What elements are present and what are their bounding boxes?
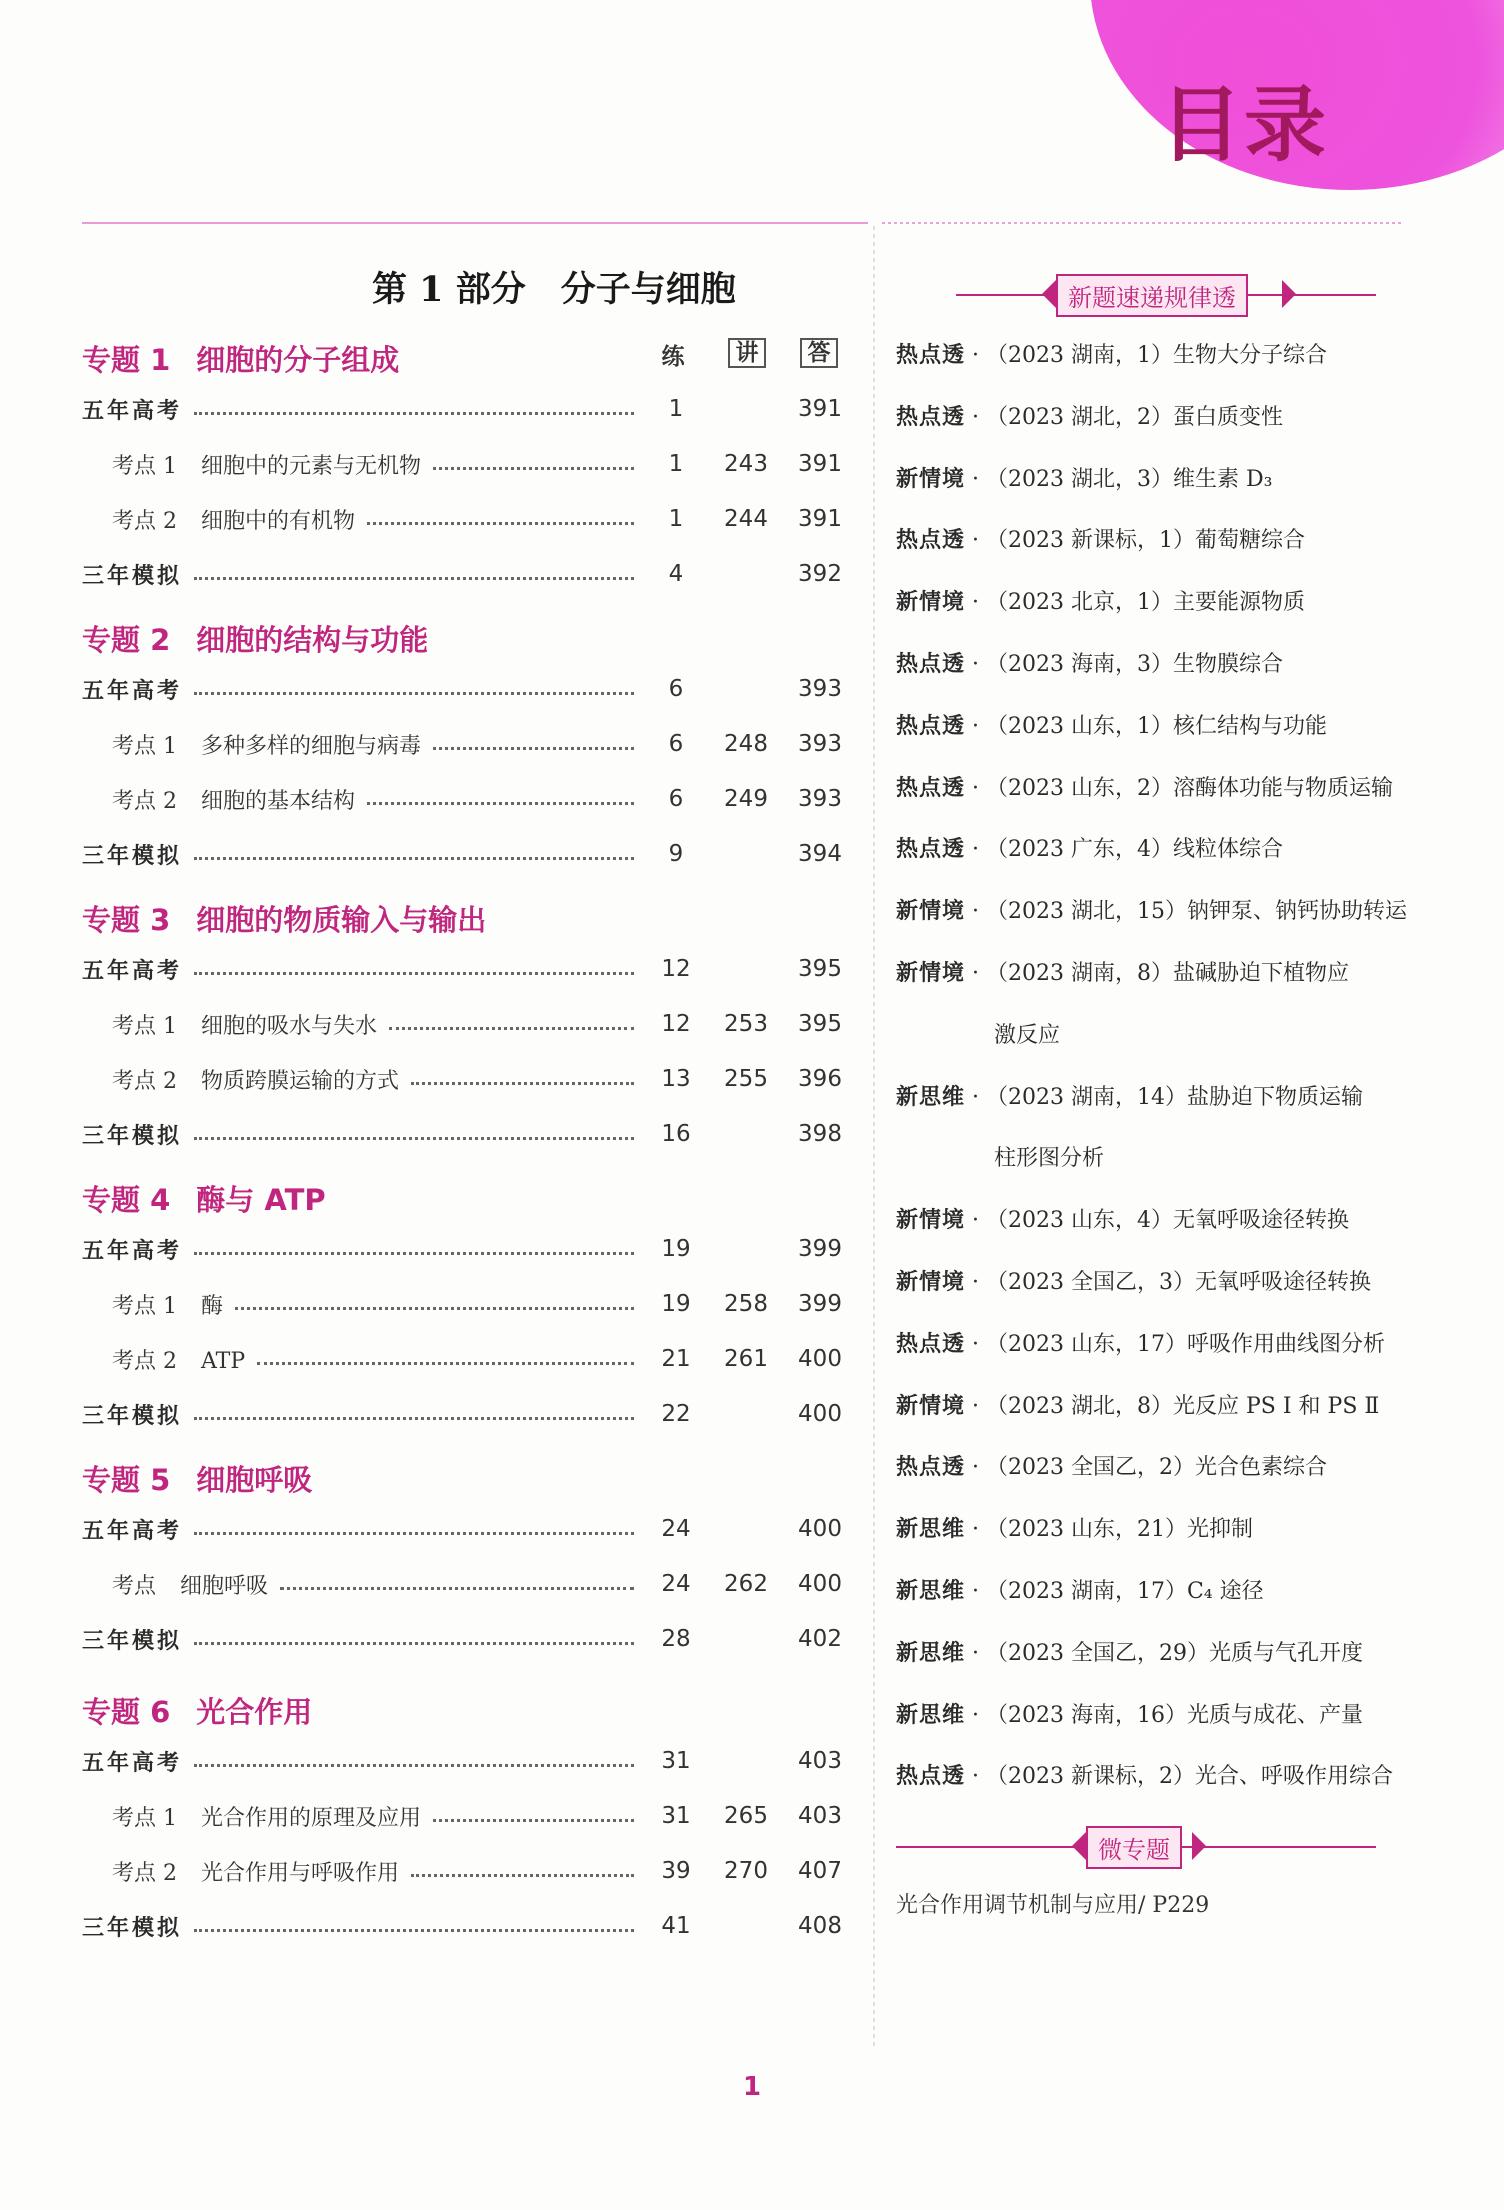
- page-answer: 393: [798, 786, 842, 812]
- kaodian-label: 考点 1: [112, 734, 177, 759]
- leader-dots: [433, 467, 634, 470]
- leader-dots: [194, 1532, 634, 1535]
- page-practice: 22: [661, 1401, 691, 1427]
- toc-section-row[interactable]: [82, 839, 842, 879]
- question-tag: 新情境: [896, 465, 966, 492]
- page-answer: 391: [798, 451, 842, 477]
- new-question-item[interactable]: [896, 832, 1416, 863]
- page-practice: 6: [668, 731, 684, 757]
- topic-number: 专题 4: [82, 1183, 171, 1217]
- page-practice: 1: [668, 396, 684, 422]
- leader-dots: [194, 1137, 634, 1140]
- separator-dot: ·: [965, 1579, 986, 1604]
- topic-name: 细胞的结构与功能: [196, 623, 429, 657]
- toc-entry-label: ATP: [201, 1349, 246, 1374]
- question-tag: 新思维: [896, 1516, 966, 1543]
- new-question-item[interactable]: [896, 709, 1416, 740]
- page-lecture: 248: [724, 731, 768, 757]
- topic-heading[interactable]: [82, 618, 842, 658]
- separator-dot: ·: [965, 961, 986, 986]
- leader-dots: [389, 1027, 634, 1030]
- leader-dots: [411, 1874, 634, 1877]
- leader-dots: [411, 1082, 634, 1085]
- toc-entry-label: 细胞呼吸: [180, 1574, 269, 1599]
- leader-dots: [194, 1642, 634, 1645]
- separator-dot: ·: [965, 1208, 986, 1234]
- banner-micro-topic-label: 微专题: [1086, 1826, 1182, 1869]
- question-text: （2023 山东，4）无氧呼吸途径转换: [986, 1208, 1349, 1234]
- question-tag: 新思维: [896, 1639, 966, 1666]
- question-tag: 热点透: [896, 774, 966, 801]
- separator-dot: ·: [965, 652, 986, 677]
- topic-heading[interactable]: [82, 898, 842, 938]
- page-answer: 400: [798, 1571, 842, 1597]
- question-tag: 新思维: [896, 1701, 966, 1728]
- question-tag: 新情境: [896, 1392, 966, 1419]
- question-tag: 新情境: [896, 960, 966, 986]
- question-text: （2023 山东，1）核仁结构与功能: [986, 713, 1327, 739]
- page-practice: 31: [661, 1803, 691, 1829]
- page-answer: 403: [798, 1803, 842, 1829]
- topic-number: 专题 5: [82, 1463, 171, 1497]
- banner-micro-topic: [896, 1826, 1376, 1866]
- toc-entry-label: 五年高考: [82, 1239, 183, 1264]
- question-text: （2023 湖北，8）光反应 PS Ⅰ 和 PS Ⅱ: [986, 1393, 1380, 1419]
- page-practice: 9: [668, 841, 684, 867]
- page-answer: 403: [798, 1748, 842, 1774]
- question-tag: 新情境: [896, 589, 966, 616]
- col-header-lecture: 讲: [728, 338, 766, 368]
- page-practice: 24: [661, 1516, 691, 1542]
- new-question-item[interactable]: [896, 1327, 1416, 1358]
- page-lecture: 253: [724, 1011, 768, 1037]
- page-practice: 41: [661, 1913, 691, 1939]
- leader-dots: [367, 522, 634, 525]
- separator-dot: ·: [965, 466, 986, 492]
- leader-dots: [194, 1417, 634, 1420]
- toc-section-row[interactable]: [82, 1119, 842, 1159]
- separator-dot: ·: [965, 1640, 986, 1666]
- page-practice: 13: [661, 1066, 691, 1092]
- question-text: （2023 全国乙，2）光合色素综合: [986, 1455, 1327, 1481]
- question-tag: 热点透: [896, 1763, 966, 1790]
- leader-dots: [194, 1764, 634, 1767]
- question-text: （2023 湖南，14）盐胁迫下物质运输: [986, 1084, 1363, 1110]
- separator-dot: ·: [965, 590, 986, 616]
- page-answer: 399: [798, 1291, 842, 1317]
- leader-dots: [194, 972, 634, 975]
- leader-dots: [433, 747, 634, 750]
- toc-entry-label: 酶: [201, 1294, 224, 1319]
- page-answer: 402: [798, 1626, 842, 1652]
- new-question-item[interactable]: [896, 585, 1416, 616]
- question-text: （2023 北京，1）主要能源物质: [986, 590, 1305, 616]
- separator-dot: ·: [965, 1084, 986, 1110]
- toc-item-row[interactable]: [82, 1801, 842, 1841]
- question-text: （2023 山东，2）溶酶体功能与物质运输: [986, 775, 1393, 801]
- kaodian-label: 考点: [112, 1574, 157, 1599]
- kaodian-label: 考点 1: [112, 1014, 177, 1039]
- toc-item-row[interactable]: [82, 729, 842, 769]
- question-tag: 热点透: [896, 1454, 966, 1481]
- toc-item-row[interactable]: [82, 1344, 842, 1384]
- toc-item-row[interactable]: [82, 504, 842, 544]
- topic-number: 专题 2: [82, 623, 171, 657]
- question-text: （2023 山东，17）呼吸作用曲线图分析: [986, 1331, 1385, 1357]
- toc-entry-label: 细胞中的有机物: [201, 509, 356, 534]
- page-lecture: 262: [724, 1571, 768, 1597]
- page-answer: 398: [798, 1121, 842, 1147]
- new-question-item[interactable]: [896, 1265, 1416, 1296]
- question-text-continuation: 柱形图分析: [994, 1146, 1105, 1172]
- kaodian-label: 考点 2: [112, 1349, 177, 1374]
- toc-entry-label: 物质跨膜运输的方式: [201, 1069, 400, 1094]
- toc-entry-label: 细胞中的元素与无机物: [201, 454, 422, 479]
- separator-dot: ·: [965, 837, 986, 863]
- toc-entry-label: 五年高考: [82, 1751, 183, 1776]
- new-question-item[interactable]: [896, 400, 1416, 431]
- leader-dots: [194, 1252, 634, 1255]
- page-answer: 407: [798, 1858, 842, 1884]
- new-question-item[interactable]: [896, 1203, 1416, 1234]
- toc-section-row[interactable]: [82, 1514, 842, 1554]
- question-text: （2023 湖北，2）蛋白质变性: [986, 404, 1283, 430]
- separator-dot: ·: [965, 404, 986, 430]
- new-question-item[interactable]: [896, 462, 1416, 493]
- topic-name: 细胞的分子组成: [196, 343, 400, 377]
- toc-entry-label: 五年高考: [82, 1519, 183, 1544]
- separator-dot: ·: [965, 1393, 986, 1419]
- page-answer: 395: [798, 956, 842, 982]
- kaodian-label: 考点 2: [112, 1861, 177, 1886]
- question-tag: 热点透: [896, 836, 966, 863]
- question-text: （2023 湖南，1）生物大分子综合: [986, 343, 1327, 368]
- leader-dots: [194, 577, 634, 580]
- topic-name: 细胞呼吸: [196, 1463, 313, 1497]
- page-answer: 391: [798, 396, 842, 422]
- toc-entry-label: 五年高考: [82, 679, 183, 704]
- new-question-item[interactable]: [896, 338, 1416, 369]
- page-answer: 393: [798, 676, 842, 702]
- toc-entry-label: 三年模拟: [82, 1629, 183, 1654]
- kaodian-label: 考点 1: [112, 454, 177, 479]
- toc-section-row[interactable]: [82, 559, 842, 599]
- new-question-item[interactable]: [896, 956, 1416, 987]
- micro-topic-item[interactable]: 光合作用调节机制与应用/ P229: [896, 1893, 1210, 1918]
- page-practice: 16: [661, 1121, 691, 1147]
- part-title: 第 1 部分 分子与细胞: [372, 269, 736, 310]
- kaodian-label: 考点 2: [112, 1069, 177, 1094]
- new-question-item[interactable]: [896, 1389, 1416, 1420]
- question-text: （2023 全国乙，3）无氧呼吸途径转换: [986, 1270, 1371, 1295]
- toc-entry-label: 五年高考: [82, 399, 183, 424]
- toc-item-row[interactable]: [82, 1064, 842, 1104]
- page-lecture: 261: [724, 1346, 768, 1372]
- leader-dots: [194, 857, 634, 860]
- question-text: （2023 湖南，17）C₄ 途径: [986, 1579, 1264, 1604]
- toc-section-row[interactable]: [82, 954, 842, 994]
- kaodian-label: 考点 1: [112, 1806, 177, 1831]
- toc-item-row[interactable]: [82, 1569, 842, 1609]
- page-practice: 19: [661, 1291, 691, 1317]
- banner-new-questions-label: 新题速递规律透: [1056, 274, 1248, 317]
- question-text: （2023 湖北，15）钠钾泵、钠钙协助转运: [986, 899, 1407, 925]
- page-title: 目录: [1160, 78, 1329, 173]
- page-practice: 6: [668, 786, 684, 812]
- toc-entry-label: 光合作用与呼吸作用: [201, 1861, 400, 1886]
- page-answer: 399: [798, 1236, 842, 1262]
- leader-dots: [280, 1587, 634, 1590]
- leader-dots: [367, 802, 634, 805]
- topic-heading[interactable]: [82, 1178, 842, 1218]
- toc-entry-label: 三年模拟: [82, 1916, 183, 1941]
- kaodian-label: 考点 2: [112, 509, 177, 534]
- toc-entry-label: 多种多样的细胞与病毒: [201, 734, 422, 759]
- page-answer: 393: [798, 731, 842, 757]
- topic-number: 专题 1: [82, 343, 171, 377]
- question-tag: 新情境: [896, 1269, 966, 1295]
- question-text: （2023 广东，4）线粒体综合: [986, 837, 1283, 863]
- new-question-item[interactable]: [896, 1080, 1416, 1111]
- separator-dot: ·: [965, 775, 986, 801]
- banner-new-questions: [956, 274, 1376, 314]
- toc-section-row[interactable]: [82, 674, 842, 714]
- new-question-item[interactable]: [896, 1759, 1416, 1790]
- toc-item-row[interactable]: [82, 1856, 842, 1896]
- topic-name: 细胞的物质输入与输出: [196, 903, 487, 937]
- page-answer: 391: [798, 506, 842, 532]
- topic-name: 酶与 ATP: [196, 1183, 326, 1217]
- new-question-item[interactable]: [896, 894, 1416, 925]
- question-tag: 新情境: [896, 898, 966, 925]
- new-question-item[interactable]: [896, 523, 1416, 554]
- question-tag: 热点透: [896, 1330, 966, 1357]
- separator-dot: ·: [965, 1455, 986, 1481]
- page-practice: 31: [661, 1748, 691, 1774]
- toc-section-row[interactable]: [82, 1746, 842, 1786]
- kaodian-label: 考点 2: [112, 789, 177, 814]
- question-text: （2023 新课标，1）葡萄糖综合: [986, 528, 1305, 554]
- page-answer: 392: [798, 561, 842, 587]
- new-question-item[interactable]: [896, 647, 1416, 678]
- toc-entry-label: 光合作用的原理及应用: [201, 1806, 422, 1831]
- page-lecture: 243: [724, 451, 768, 477]
- col-header-practice: 练: [661, 344, 685, 370]
- toc-section-row[interactable]: [82, 394, 842, 434]
- question-text: （2023 新课标，2）光合、呼吸作用综合: [986, 1764, 1393, 1790]
- page-practice: 12: [661, 1011, 691, 1037]
- new-question-item[interactable]: [896, 1450, 1416, 1481]
- page-lecture: 244: [724, 506, 768, 532]
- topic-name: 光合作用: [196, 1695, 313, 1729]
- toc-section-row[interactable]: [82, 1911, 842, 1951]
- leader-dots: [433, 1819, 634, 1822]
- top-divider-left: [82, 222, 868, 224]
- separator-dot: ·: [965, 1517, 986, 1543]
- question-text: （2023 全国乙，29）光质与气孔开度: [986, 1640, 1363, 1666]
- toc-item-row[interactable]: [82, 784, 842, 824]
- toc-entry-label: 细胞的基本结构: [201, 789, 356, 814]
- separator-dot: ·: [965, 1764, 986, 1790]
- topic-number: 专题 3: [82, 903, 171, 937]
- separator-dot: ·: [965, 1331, 986, 1357]
- question-text-continuation: 激反应: [994, 1022, 1061, 1048]
- toc-section-row[interactable]: [82, 1399, 842, 1439]
- page-practice: 19: [661, 1236, 691, 1262]
- toc-item-row[interactable]: [82, 449, 842, 489]
- page-answer: 408: [798, 1913, 842, 1939]
- question-text: （2023 山东，21）光抑制: [986, 1517, 1253, 1543]
- page-answer: 395: [798, 1011, 842, 1037]
- page-practice: 4: [668, 561, 684, 587]
- page-practice: 1: [668, 451, 684, 477]
- page-answer: 400: [798, 1516, 842, 1542]
- new-question-item[interactable]: [896, 1574, 1416, 1605]
- page-answer: 400: [798, 1346, 842, 1372]
- separator-dot: ·: [965, 528, 986, 554]
- separator-dot: ·: [965, 1270, 986, 1295]
- page-lecture: 258: [724, 1291, 768, 1317]
- toc-item-row[interactable]: [82, 1289, 842, 1329]
- toc-item-row[interactable]: [82, 1009, 842, 1049]
- col-header-answer: 答: [800, 338, 838, 368]
- topic-heading[interactable]: [82, 1458, 842, 1498]
- kaodian-label: 考点 1: [112, 1294, 177, 1319]
- leader-dots: [235, 1307, 634, 1310]
- question-text: （2023 海南，3）生物膜综合: [986, 652, 1283, 677]
- toc-entry-label: 五年高考: [82, 959, 183, 984]
- page-practice: 1: [668, 506, 684, 532]
- top-divider-right: [882, 222, 1402, 224]
- question-tag: 热点透: [896, 651, 966, 677]
- new-question-item[interactable]: [896, 1698, 1416, 1729]
- new-question-item[interactable]: [896, 1636, 1416, 1667]
- question-text: （2023 湖南，8）盐碱胁迫下植物应: [986, 961, 1349, 986]
- separator-dot: ·: [965, 713, 986, 739]
- toc-entry-label: 三年模拟: [82, 564, 183, 589]
- page-lecture: 255: [724, 1066, 768, 1092]
- toc-section-row[interactable]: [82, 1234, 842, 1274]
- question-tag: 新情境: [896, 1207, 966, 1234]
- leader-dots: [194, 1929, 634, 1932]
- topic-number: 专题 6: [82, 1695, 171, 1729]
- toc-entry-label: 三年模拟: [82, 1124, 183, 1149]
- page-answer: 394: [798, 841, 842, 867]
- question-tag: 热点透: [896, 342, 966, 368]
- new-question-item[interactable]: [896, 1512, 1416, 1543]
- question-tag: 热点透: [896, 712, 966, 739]
- page-practice: 28: [661, 1626, 691, 1652]
- column-divider: [873, 226, 875, 2046]
- toc-section-row[interactable]: [82, 1624, 842, 1664]
- page-practice: 6: [668, 676, 684, 702]
- page-practice: 39: [661, 1858, 691, 1884]
- separator-dot: ·: [965, 343, 986, 368]
- topic-heading[interactable]: [82, 338, 842, 378]
- question-tag: 热点透: [896, 403, 966, 430]
- page-answer: 400: [798, 1401, 842, 1427]
- toc-entry-label: 三年模拟: [82, 844, 183, 869]
- question-tag: 新思维: [896, 1578, 966, 1604]
- toc-entry-label: 三年模拟: [82, 1404, 183, 1429]
- page-practice: 12: [661, 956, 691, 982]
- separator-dot: ·: [965, 1702, 986, 1728]
- new-question-item[interactable]: [896, 771, 1416, 802]
- page-lecture: 270: [724, 1858, 768, 1884]
- page-answer: 396: [798, 1066, 842, 1092]
- leader-dots: [194, 692, 634, 695]
- leader-dots: [194, 412, 634, 415]
- question-tag: 新思维: [896, 1083, 966, 1110]
- question-text: （2023 湖北，3）维生素 D₃: [986, 466, 1273, 492]
- question-text: （2023 海南，16）光质与成花、产量: [986, 1702, 1363, 1728]
- page-lecture: 265: [724, 1803, 768, 1829]
- separator-dot: ·: [965, 899, 986, 925]
- question-tag: 热点透: [896, 527, 966, 554]
- page-practice: 24: [661, 1571, 691, 1597]
- topic-heading[interactable]: [82, 1690, 842, 1730]
- page-practice: 21: [661, 1346, 691, 1372]
- toc-entry-label: 细胞的吸水与失水: [201, 1014, 378, 1039]
- page-number: 1: [742, 2072, 762, 2102]
- leader-dots: [257, 1362, 634, 1365]
- page-lecture: 249: [724, 786, 768, 812]
